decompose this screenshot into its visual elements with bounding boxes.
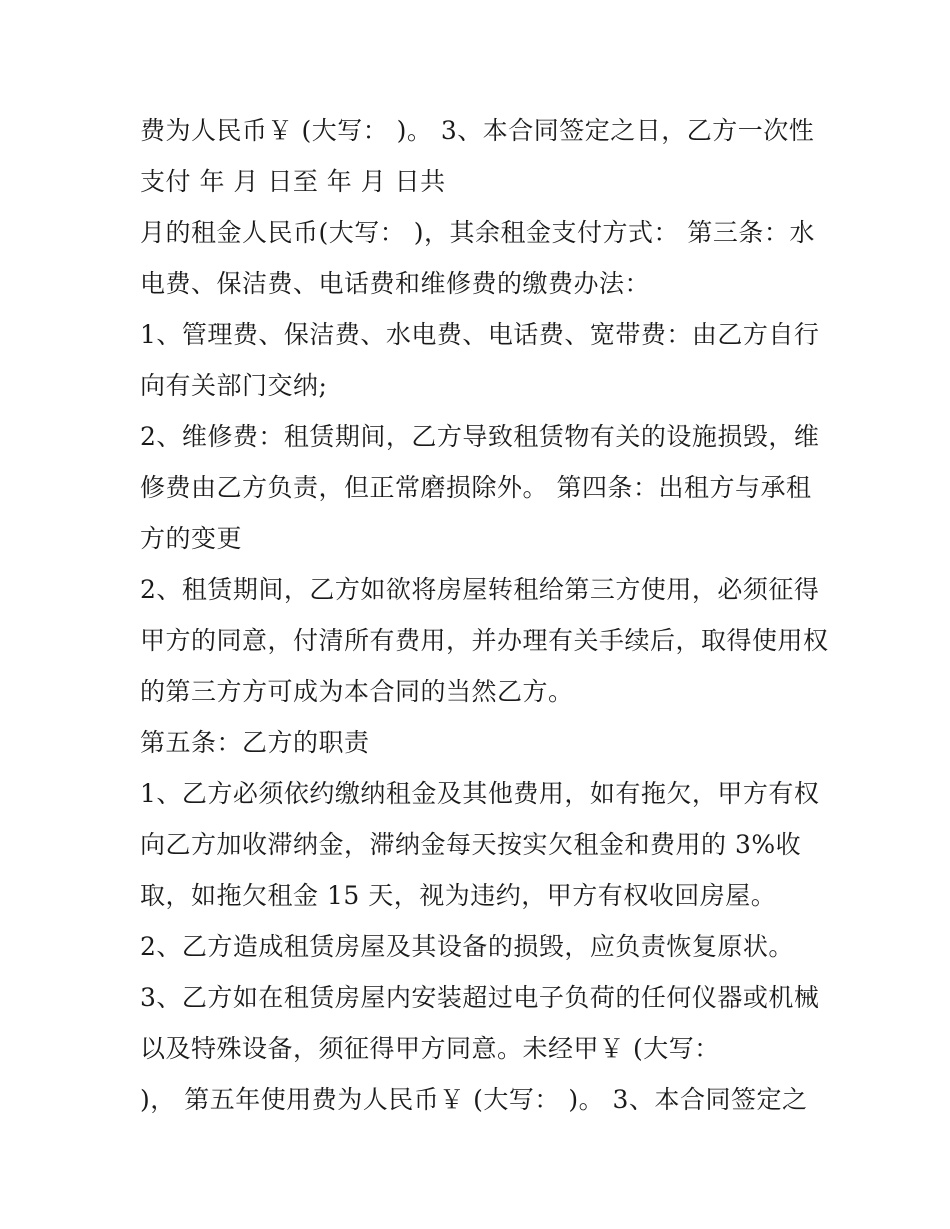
text-line: 月的租金人民币(大写： )，其余租金支付方式： 第三条：水 — [140, 218, 815, 247]
text-line: 电费、保洁费、电话费和维修费的缴费办法： — [140, 269, 651, 298]
text-line: 向有关部门交纳; — [140, 371, 328, 400]
text-line: 取，如拖欠租金 15 天，视为违约，甲方有权收回房屋。 — [140, 881, 777, 910]
text-line: 3、乙方如在租赁房屋内安装超过电子负荷的任何仪器或机械 — [140, 983, 820, 1012]
text-line: 以及特殊设备，须征得甲方同意。未经甲￥ (大写： — [140, 1034, 720, 1063]
text-line: 2、乙方造成租赁房屋及其设备的损毁，应负责恢复原状。 — [140, 932, 794, 961]
text-line: 2、维修费：租赁期间，乙方导致租赁物有关的设施损毁，维 — [140, 422, 820, 451]
text-line: 方的变更 — [140, 524, 243, 553]
section-heading: 第五条：乙方的职责 — [140, 728, 370, 757]
text-line: 甲方的同意，付清所有费用，并办理有关手续后，取得使用权 — [140, 626, 829, 655]
text-line: 的第三方方可成为本合同的当然乙方。 — [140, 677, 574, 706]
text-line: 费为人民币￥ (大写： )。 3、本合同签定之日，乙方一次性 — [140, 116, 815, 145]
text-line: 向乙方加收滞纳金，滞纳金每天按实欠租金和费用的 3%收 — [140, 830, 802, 859]
text-line: )， 第五年使用费为人民币￥ (大写： )。 3、本合同签定之 — [140, 1085, 808, 1114]
text-line: 修费由乙方负责，但正常磨损除外。 第四条：出租方与承租 — [140, 473, 812, 502]
text-line: 2、租赁期间，乙方如欲将房屋转租给第三方使用，必须征得 — [140, 575, 820, 604]
text-line: 支付 年 月 日至 年 月 日共 — [140, 167, 446, 196]
text-line: 1、管理费、保洁费、水电费、电话费、宽带费：由乙方自行 — [140, 320, 820, 349]
text-line: 1、乙方必须依约缴纳租金及其他费用，如有拖欠，甲方有权 — [140, 779, 820, 808]
document-body — [140, 105, 829, 1125]
